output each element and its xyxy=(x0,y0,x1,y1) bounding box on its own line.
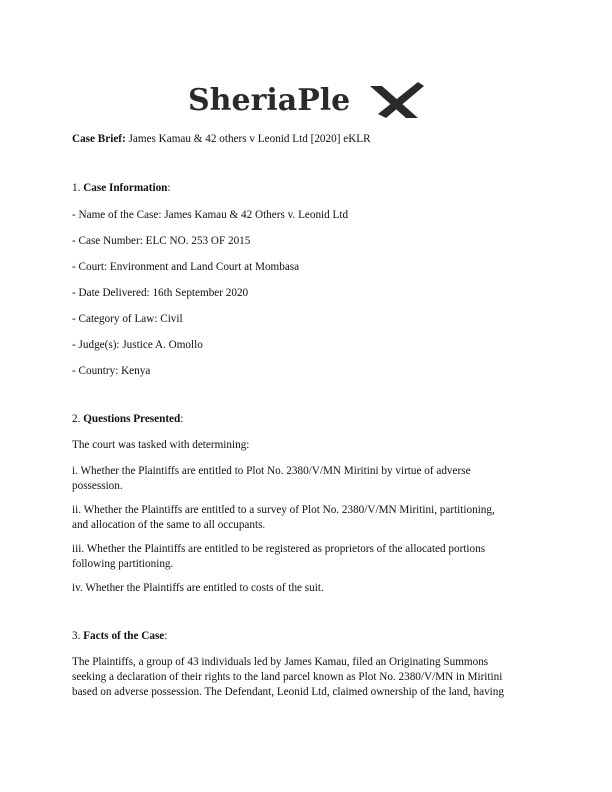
question-line: iii. Whether the Plaintiffs are entitled to be registered as proprietors of the allocated portions xyxy=(72,543,486,555)
document-body xyxy=(72,130,540,700)
question-item xyxy=(72,503,540,533)
question-item xyxy=(72,542,540,572)
logo-wordmark: SheriaPle xyxy=(188,83,351,118)
section-colon: : xyxy=(164,630,168,642)
section-1-heading xyxy=(72,181,540,196)
case-brief-line xyxy=(72,132,540,147)
case-info-item: - Date Delivered: 16th September 2020 xyxy=(72,287,249,299)
section-number: 2. xyxy=(72,413,81,425)
section-3-heading xyxy=(72,629,540,644)
case-info-item: - Judge(s): Justice A. Omollo xyxy=(72,339,203,351)
question-line: i. Whether the Plaintiffs are entitled to Plot No. 2380/V/MN Miritini by virtue of adverse xyxy=(72,465,471,477)
section-colon: : xyxy=(180,413,184,425)
question-line: possession. xyxy=(72,480,123,492)
question-line: iv. Whether the Plaintiffs are entitled to costs of the suit. xyxy=(72,582,324,594)
section-number: 3. xyxy=(72,630,81,642)
sheriaplex-logo xyxy=(0,74,612,122)
section-title: Case Information xyxy=(83,182,168,194)
questions-intro: The court was tasked with determining: xyxy=(72,439,250,451)
facts-line: seeking a declaration of their rights to the land parcel known as Plot No. 2380/V/MN in Miritini xyxy=(72,671,503,683)
facts-line: based on adverse possession. The Defendant, Leonid Ltd, claimed ownership of the land, having xyxy=(72,686,504,698)
question-line: and allocation of the same to all occupants. xyxy=(72,519,266,531)
question-item xyxy=(72,581,540,596)
facts-line: The Plaintiffs, a group of 43 individuals led by James Kamau, filed an Originating Summons xyxy=(72,656,489,668)
case-info-item: - Country: Kenya xyxy=(72,365,151,377)
case-info-item: - Name of the Case: James Kamau & 42 Others v. Leonid Ltd xyxy=(72,209,349,221)
logo-x-mark xyxy=(370,82,424,118)
section-2-heading xyxy=(72,412,540,427)
case-brief-title: James Kamau & 42 others v Leonid Ltd [2020] eKLR xyxy=(128,133,371,145)
question-line: following partitioning. xyxy=(72,558,174,570)
section-number: 1. xyxy=(72,182,81,194)
facts-paragraph xyxy=(72,655,540,700)
case-info-item: - Category of Law: Civil xyxy=(72,313,183,325)
case-info-item: - Court: Environment and Land Court at Mombasa xyxy=(72,261,300,273)
case-brief-label: Case Brief: xyxy=(72,133,126,145)
section-title: Facts of the Case xyxy=(83,630,165,642)
section-title: Questions Presented xyxy=(83,413,181,425)
case-info-item: - Case Number: ELC NO. 253 OF 2015 xyxy=(72,235,251,247)
question-item xyxy=(72,464,540,494)
question-line: ii. Whether the Plaintiffs are entitled to a survey of Plot No. 2380/V/MN Miritini, partitioning, xyxy=(72,504,495,516)
section-colon: : xyxy=(167,182,171,194)
